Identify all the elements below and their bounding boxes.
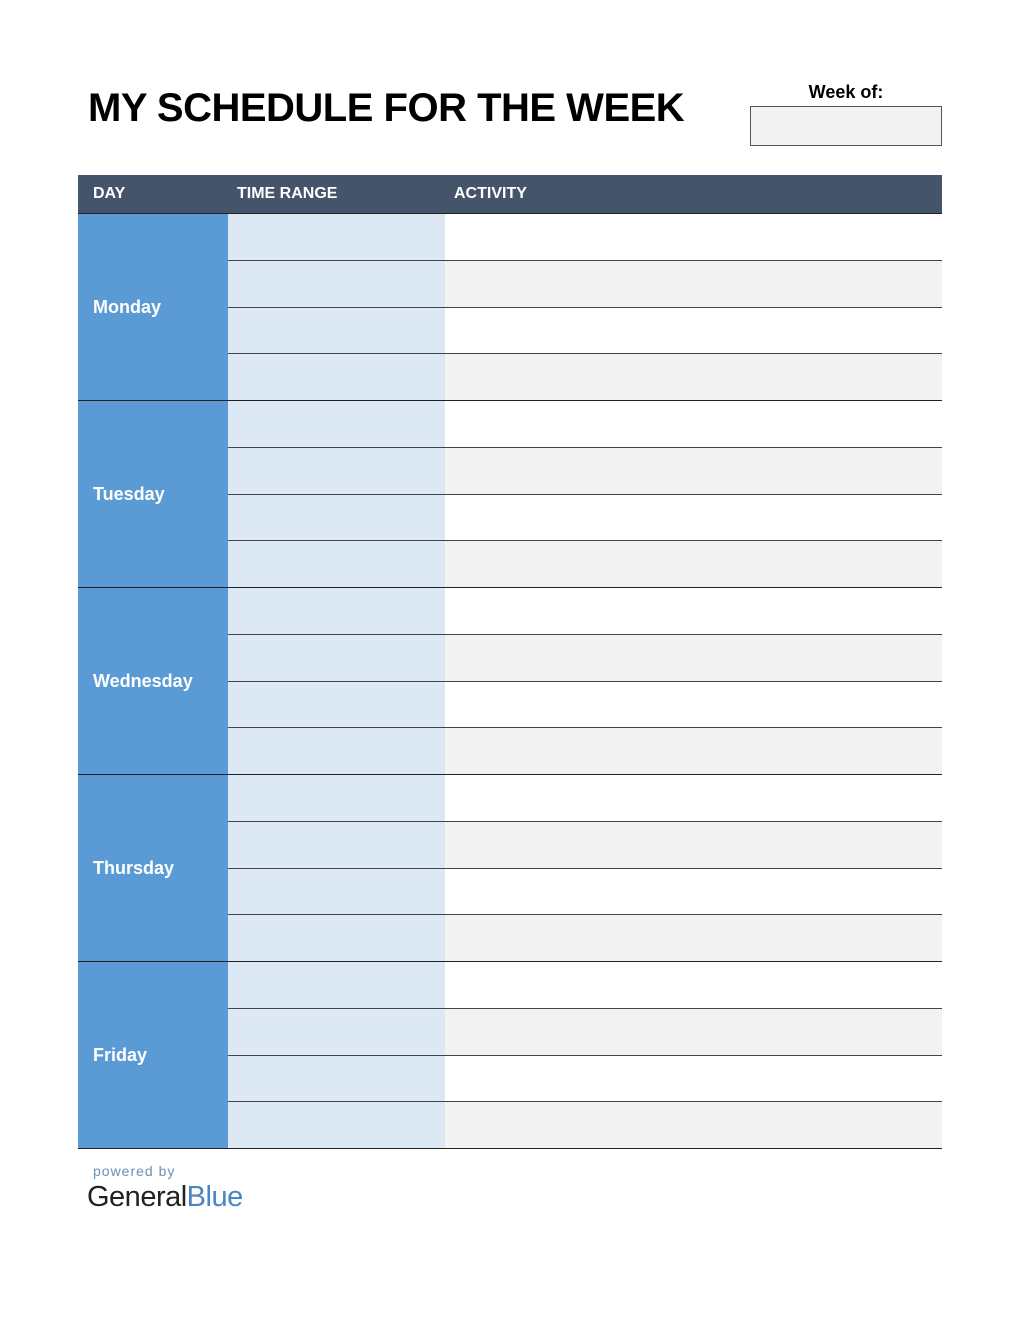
table-row — [228, 915, 942, 961]
day-group-friday — [78, 962, 942, 1149]
day-group-tuesday — [78, 401, 942, 588]
time-range-cell[interactable] — [228, 588, 445, 634]
activity-cell[interactable] — [445, 775, 942, 821]
time-range-cell[interactable] — [228, 1102, 445, 1148]
activity-cell[interactable] — [445, 635, 942, 681]
activity-cell[interactable] — [445, 308, 942, 354]
activity-cell[interactable] — [445, 869, 942, 915]
time-range-cell[interactable] — [228, 308, 445, 354]
table-row — [228, 401, 942, 448]
time-range-cell[interactable] — [228, 1056, 445, 1102]
table-row — [228, 541, 942, 587]
activity-cell[interactable] — [445, 728, 942, 774]
time-range-cell[interactable] — [228, 541, 445, 587]
activity-cell[interactable] — [445, 682, 942, 728]
table-row — [228, 354, 942, 400]
time-range-cell[interactable] — [228, 214, 445, 260]
table-row — [228, 728, 942, 774]
table-row — [228, 635, 942, 682]
day-label: Monday — [78, 214, 228, 400]
table-row — [228, 308, 942, 355]
powered-by-text: powered by — [93, 1163, 176, 1179]
page-title: MY SCHEDULE FOR THE WEEK — [88, 86, 685, 130]
header-activity: ACTIVITY — [454, 185, 527, 202]
table-row — [228, 1102, 942, 1148]
time-range-cell[interactable] — [228, 401, 445, 447]
activity-cell[interactable] — [445, 1056, 942, 1102]
table-row — [228, 1056, 942, 1103]
table-row — [228, 448, 942, 495]
table-row — [228, 869, 942, 916]
table-header — [78, 175, 942, 214]
activity-cell[interactable] — [445, 1009, 942, 1055]
day-rows — [228, 401, 942, 587]
header-day: DAY — [93, 185, 126, 202]
time-range-cell[interactable] — [228, 962, 445, 1008]
day-label: Friday — [78, 962, 228, 1148]
table-body — [78, 214, 942, 1149]
table-row — [228, 682, 942, 729]
activity-cell[interactable] — [445, 588, 942, 634]
activity-cell[interactable] — [445, 261, 942, 307]
brand-general: General — [87, 1181, 187, 1213]
day-group-monday — [78, 214, 942, 401]
time-range-cell[interactable] — [228, 635, 445, 681]
table-row — [228, 214, 942, 261]
day-label: Wednesday — [78, 588, 228, 774]
time-range-cell[interactable] — [228, 915, 445, 961]
activity-cell[interactable] — [445, 354, 942, 400]
day-group-thursday — [78, 775, 942, 962]
activity-cell[interactable] — [445, 962, 942, 1008]
activity-cell[interactable] — [445, 214, 942, 260]
table-row — [228, 588, 942, 635]
time-range-cell[interactable] — [228, 869, 445, 915]
schedule-table — [78, 175, 942, 1149]
activity-cell[interactable] — [445, 495, 942, 541]
table-row — [228, 775, 942, 822]
day-group-wednesday — [78, 588, 942, 775]
day-rows — [228, 962, 942, 1148]
activity-cell[interactable] — [445, 915, 942, 961]
table-row — [228, 822, 942, 869]
day-label: Thursday — [78, 775, 228, 961]
day-label: Tuesday — [78, 401, 228, 587]
day-rows — [228, 214, 942, 400]
brand-logo — [87, 1181, 243, 1214]
time-range-cell[interactable] — [228, 822, 445, 868]
time-range-cell[interactable] — [228, 1009, 445, 1055]
header-time-range: TIME RANGE — [237, 185, 338, 202]
activity-cell[interactable] — [445, 448, 942, 494]
activity-cell[interactable] — [445, 822, 942, 868]
time-range-cell[interactable] — [228, 448, 445, 494]
time-range-cell[interactable] — [228, 354, 445, 400]
week-of-label: Week of: — [808, 82, 884, 102]
table-row — [228, 962, 942, 1009]
day-rows — [228, 588, 942, 774]
time-range-cell[interactable] — [228, 728, 445, 774]
time-range-cell[interactable] — [228, 682, 445, 728]
time-range-cell[interactable] — [228, 495, 445, 541]
time-range-cell[interactable] — [228, 775, 445, 821]
activity-cell[interactable] — [445, 541, 942, 587]
day-rows — [228, 775, 942, 961]
activity-cell[interactable] — [445, 401, 942, 447]
brand-blue: Blue — [186, 1181, 243, 1213]
activity-cell[interactable] — [445, 1102, 942, 1148]
week-of-field[interactable] — [750, 106, 942, 146]
time-range-cell[interactable] — [228, 261, 445, 307]
table-row — [228, 1009, 942, 1056]
table-row — [228, 261, 942, 308]
table-row — [228, 495, 942, 542]
